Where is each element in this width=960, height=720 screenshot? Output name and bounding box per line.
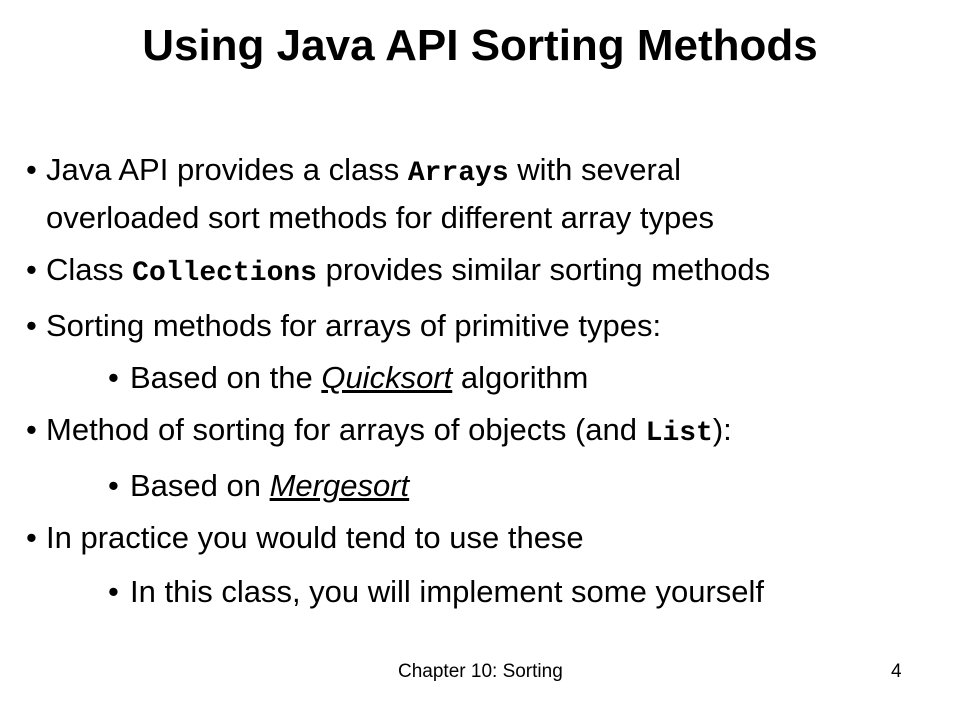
code-arrays: Arrays [407, 158, 509, 189]
sub-bullet-glyph: • [108, 468, 119, 503]
bullet-item-arrays-continued: overloaded sort methods for different array types [46, 200, 714, 235]
bullet-text: provides similar sorting methods [316, 252, 771, 287]
bullet-text: Based on the [130, 360, 322, 395]
bullet-glyph: • [26, 520, 37, 555]
code-list: List [645, 418, 713, 449]
bullet-text: Java API provides a class [46, 152, 408, 187]
sub-bullet-implement: In this class, you will implement some yourself [130, 574, 765, 609]
bullet-item-objects [46, 410, 732, 454]
term-mergesort: Mergesort [269, 468, 410, 503]
sub-bullet-quicksort [130, 358, 588, 398]
footer-chapter: Chapter 10: Sorting [398, 661, 563, 682]
bullet-glyph: • [26, 412, 37, 447]
bullet-text: Method of sorting for arrays of objects (and [46, 412, 646, 447]
bullet-glyph: • [26, 252, 37, 287]
footer-page-number: 4 [891, 661, 902, 682]
bullet-text: ): [712, 412, 732, 447]
sub-bullet-glyph: • [108, 360, 119, 395]
bullet-item-primitive: Sorting methods for arrays of primitive types: [46, 308, 662, 343]
slide-title: Using Java API Sorting Methods [142, 21, 818, 70]
term-quicksort: Quicksort [321, 360, 453, 395]
bullet-item-collections [46, 250, 770, 294]
bullet-glyph: • [26, 308, 37, 343]
sub-bullet-mergesort [130, 466, 409, 506]
code-collections: Collections [132, 258, 317, 289]
bullet-text: with several [508, 152, 681, 187]
bullet-text: Class [46, 252, 133, 287]
bullet-text: Based on [130, 468, 270, 503]
bullet-item-practice: In practice you would tend to use these [46, 520, 584, 555]
sub-bullet-glyph: • [108, 574, 119, 609]
bullet-item-arrays [46, 150, 681, 194]
bullet-glyph: • [26, 152, 37, 187]
bullet-text: algorithm [452, 360, 589, 395]
